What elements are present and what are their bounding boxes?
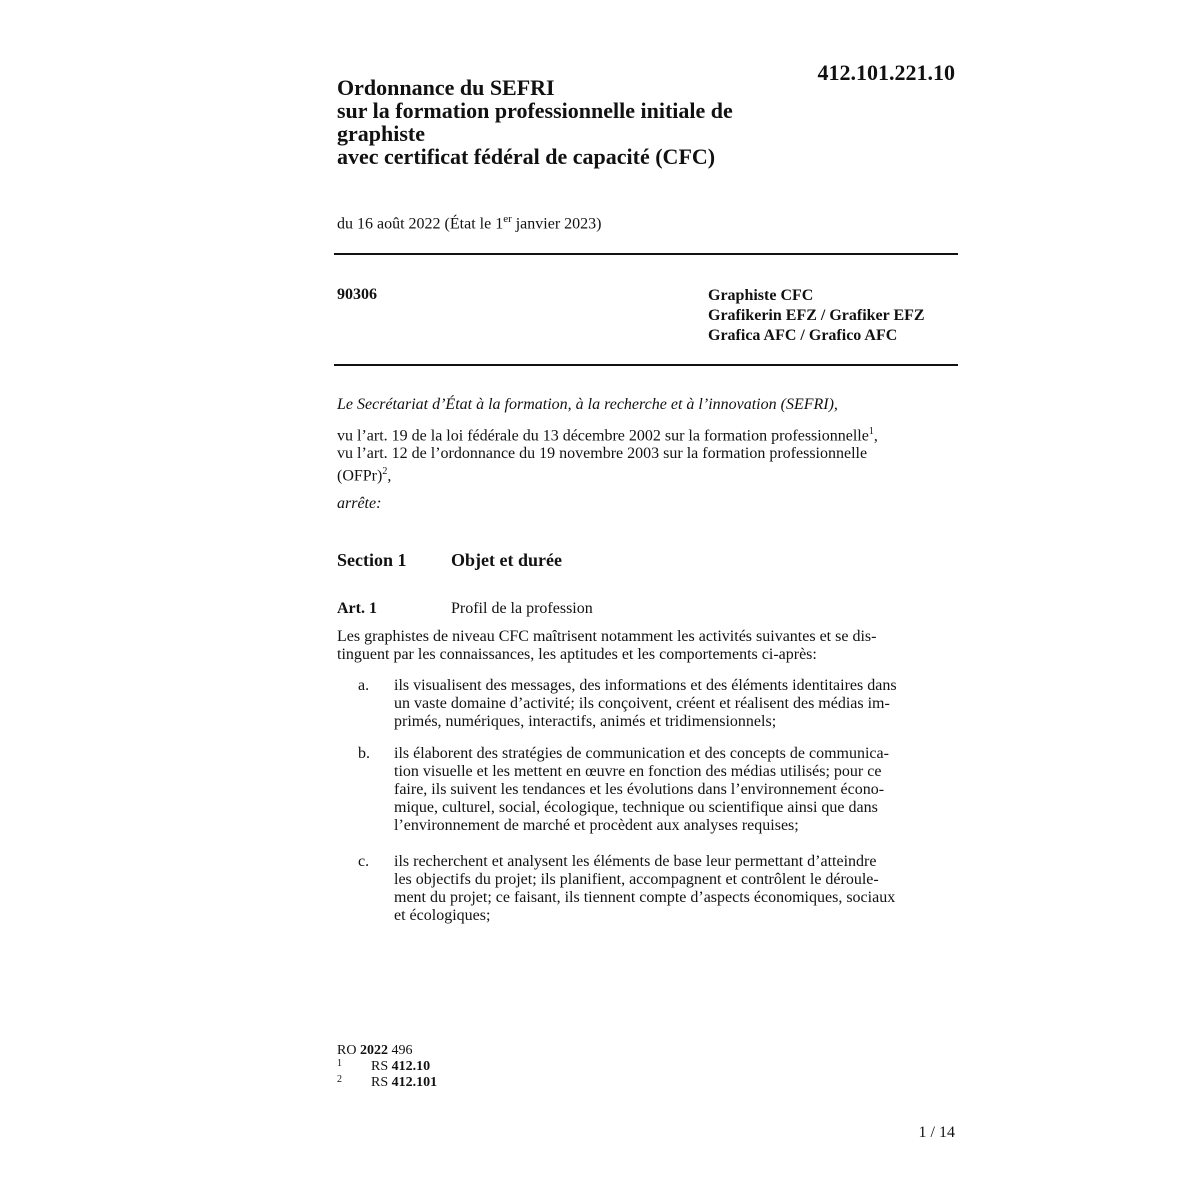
- document-date: [337, 213, 601, 233]
- list-letter: c.: [358, 853, 370, 870]
- profession-names: [708, 286, 925, 346]
- list-letter: a.: [358, 677, 370, 694]
- ro-year: 2022: [359, 1043, 388, 1058]
- intro-line-1: Les graphistes de niveau CFC maîtrisent notamment les activités suivantes et se dis-: [337, 628, 877, 645]
- list-line: faire, ils suivent les tendances et les évolutions dans l’environnement écono-: [394, 781, 885, 798]
- date-superscript: er: [503, 213, 512, 225]
- footnote-ref-2[interactable]: 2: [382, 466, 388, 478]
- list-item-c: [337, 853, 955, 925]
- official-compilation-ref: [337, 1043, 437, 1059]
- list-line: ils recherchent et analysent les éléments de base leur permettant d’atteindre: [394, 853, 877, 870]
- considerant-2-end: ,: [387, 467, 392, 485]
- title-line-3: graphiste: [337, 121, 425, 146]
- ro-prefix: RO: [337, 1043, 360, 1058]
- profession-code: 90306: [337, 286, 377, 303]
- footnote-mark: 2: [337, 1074, 342, 1085]
- bottom-divider: [334, 364, 958, 366]
- article-title: Profil de la profession: [451, 600, 593, 617]
- footnote-1: [337, 1059, 437, 1075]
- preamble-decision: arrête:: [337, 494, 382, 512]
- preamble-issuer: Le Secrétariat d’État à la formation, à la recherche et à l’innovation (SEFRI),: [337, 396, 838, 413]
- list-item-a: [337, 677, 955, 731]
- sr-number: 412.101.221.10: [817, 60, 955, 85]
- profession-name-de: Grafikerin EFZ / Grafiker EFZ: [708, 307, 925, 324]
- section-title: Objet et durée: [451, 550, 562, 570]
- list-line: un vaste domaine d’activité; ils conçoivent, créent et réalisent des médias im-: [394, 695, 890, 712]
- date-prefix: du 16 août 2022 (État le 1: [337, 215, 504, 233]
- footnote-2: [337, 1075, 437, 1091]
- profession-name-fr: Graphiste CFC: [708, 287, 814, 304]
- list-line: ils visualisent des messages, des informations et des éléments identitaires dans: [394, 677, 897, 694]
- footnotes: [337, 1043, 437, 1091]
- list-line: tion visuelle et les mettent en œuvre en fonction des médias utilisés; pour ce: [394, 763, 882, 780]
- list-line: ment du projet; ce faisant, ils tiennent compte d’aspects économiques, sociaux: [394, 889, 896, 906]
- footnote-ref-1[interactable]: 1: [868, 426, 874, 437]
- document-title: [337, 76, 797, 168]
- ro-page: 496: [387, 1043, 413, 1058]
- page-number: 1 / 14: [918, 1124, 955, 1141]
- considerant-2-line1: vu l’art. 12 de l’ordonnance du 19 novembre 2003 sur la formation professionnelle: [337, 445, 868, 463]
- considerant-1-text: vu l’art. 19 de la loi fédérale du 13 décembre 2002 sur la formation professionnelle: [337, 427, 869, 445]
- footnote-prefix: RS: [371, 1059, 392, 1074]
- list-line: mique, culturel, social, écologique, technique ou scientifique ainsi que dans: [394, 799, 878, 816]
- preamble-considerant-2: [337, 445, 957, 485]
- title-line-1: Ordonnance du SEFRI: [337, 75, 555, 100]
- title-line-2: sur la formation professionnelle initiale de: [337, 98, 733, 123]
- profession-name-it: Grafica AFC / Grafico AFC: [708, 327, 898, 344]
- list-line: primés, numériques, interactifs, animés et tridimensionnels;: [394, 713, 777, 730]
- article-intro: [337, 628, 955, 664]
- top-divider: [334, 253, 958, 255]
- article-number: Art. 1: [337, 600, 377, 617]
- list-line: les objectifs du projet; ils planifient, accompagnent et contrôlent le déroule-: [394, 871, 879, 888]
- date-suffix: janvier 2023): [511, 215, 602, 233]
- section-label: Section 1: [337, 550, 407, 570]
- footnote-prefix: RS: [371, 1075, 392, 1090]
- list-line: et écologiques;: [394, 907, 491, 924]
- list-line: l’environnement de marché et procèdent aux analyses requises;: [394, 817, 799, 834]
- list-item-b: [337, 745, 955, 835]
- preamble-considerant-1: [337, 423, 957, 445]
- article-heading: [337, 600, 593, 618]
- footnote-ref[interactable]: 412.101: [391, 1075, 438, 1090]
- title-line-4: avec certificat fédéral de capacité (CFC): [337, 144, 716, 169]
- footnote-ref[interactable]: 412.10: [391, 1059, 431, 1074]
- preamble: [337, 396, 957, 513]
- considerant-1-end: ,: [873, 427, 878, 445]
- footnote-mark: 1: [337, 1058, 342, 1069]
- considerant-2-line2: (OFPr): [337, 467, 383, 485]
- list-line: ils élaborent des stratégies de communication et des concepts de communica-: [394, 745, 889, 762]
- list-letter: b.: [358, 745, 370, 762]
- section-heading: [337, 550, 562, 571]
- intro-line-2: tinguent par les connaissances, les aptitudes et les comportements ci-après:: [337, 646, 817, 663]
